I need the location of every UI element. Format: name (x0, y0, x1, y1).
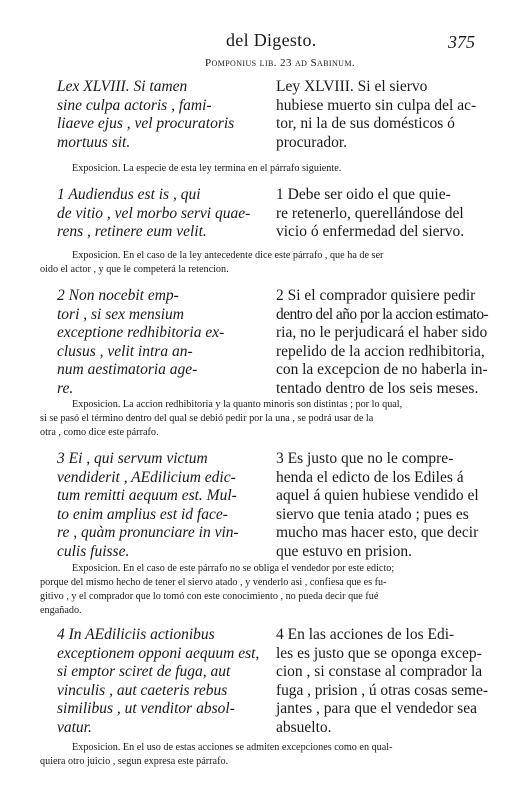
note-line: Exposicion. En el uso de estas acciones se admiten excepciones como en qual- (72, 742, 393, 753)
latin-line: 3 Ei , qui servum victum (57, 450, 208, 467)
latin-column (57, 626, 262, 737)
spanish-line: 4 En las acciones de los Edi- (276, 626, 455, 643)
latin-column (57, 186, 262, 242)
latin-line: mortuus sit. (57, 133, 131, 151)
latin-line: rens , retinere eum velit. (57, 223, 207, 240)
spanish-line: dentro del año por la accion estimato- (276, 305, 489, 323)
note-line: si se pasó el término dentro del qual se debió pedir por la una , se podrá usar de la (40, 413, 374, 424)
page-number: 375 (448, 32, 475, 52)
note-line: otra , como dice este párrafo. (40, 427, 159, 438)
spanish-line: ria, no le perjudicará el haber sido (276, 324, 488, 341)
spanish-line: procurador. (276, 133, 348, 151)
spanish-line: henda el edicto de los Ediles á (276, 468, 464, 486)
latin-line: 4 In AEdiliciis actionibus (57, 626, 215, 643)
spanish-line: que estuvo en prision. (276, 542, 413, 560)
note-line: porque del mismo hecho de tener el siervo atado , y venderlo asi , confiesa que es fu- (40, 577, 387, 588)
exposicion-note (40, 398, 496, 440)
exposicion-note (40, 741, 496, 769)
latin-line: exceptionem opponi aequum est, (57, 644, 260, 662)
note-line: quiera otro juicio , segun expresa este párrafo. (40, 756, 229, 767)
exposicion-note (40, 249, 496, 277)
spanish-line: mucho mas hacer esto, que decir (276, 524, 479, 541)
spanish-column (276, 78, 488, 152)
note-line: Exposicion. La especie de esta ley termina en el párrafo siguiente. (72, 163, 342, 174)
note-line: Exposicion. En el caso de este párrafo no se obliga el vendedor por este edicto; (72, 563, 395, 574)
note-line: Exposicion. La accion redhibitoria y la quanto minoris son distintas ; por lo qual, (72, 399, 403, 410)
exposicion-note (40, 162, 496, 176)
latin-line: vatur. (57, 718, 92, 736)
spanish-column (276, 626, 488, 737)
latin-column (57, 78, 262, 152)
spanish-line: re retenerlo, querellándose del (276, 204, 464, 222)
spanish-column (276, 287, 488, 398)
latin-line: Lex XLVIII. Si tamen (57, 78, 188, 95)
latin-line: 2 Non nocebit emp- (57, 287, 179, 304)
latin-line: de vitio , vel morbo servi quae- (57, 204, 251, 222)
spanish-line: jantes , para que el vendedor sea (276, 700, 477, 717)
latin-line: sine culpa actoris , fami- (57, 96, 212, 114)
latin-line: re. (57, 379, 74, 397)
latin-line: re , quàm pronunciare in vin- (57, 524, 239, 541)
note-line: gitivo , y el comprador que lo tomó con este conocimiento , no pueda decir que fué (40, 591, 379, 602)
latin-line: liaeve ejus , vel procuratoris (57, 115, 235, 132)
note-line: engañado. (40, 605, 82, 616)
latin-line: si emptor sciret de fuga, aut (57, 663, 231, 680)
latin-line: tum remitti aequum est. Mul- (57, 487, 237, 504)
latin-line: vendiderit , AEdilicium edic- (57, 468, 236, 486)
spanish-line: cion , si constase al comprador la (276, 663, 483, 680)
spanish-line: 3 Es justo que no le compre- (276, 450, 454, 467)
source-attribution: Pomponius lib. 23 ad Sabinum. (205, 57, 356, 69)
spanish-line: 2 Si el comprador quisiere pedir (276, 287, 476, 304)
spanish-column (276, 450, 488, 561)
spanish-line: vicio ó enfermedad del siervo. (276, 223, 465, 240)
spanish-column (276, 186, 488, 242)
note-line: oido el actor , y que le competerá la retencion. (40, 264, 229, 275)
spanish-line: fuga , prision , ú otras cosas seme- (276, 681, 488, 699)
spanish-line: hubiese muerto sin culpa del ac- (276, 96, 477, 114)
spanish-line: Ley XLVIII. Si el siervo (276, 78, 428, 95)
latin-line: exceptione redhibitoria ex- (57, 324, 225, 341)
latin-column (57, 450, 262, 561)
latin-line: tori , si sex mensium (57, 305, 185, 323)
latin-line: num aestimatoria age- (57, 361, 198, 378)
spanish-line: absuelto. (276, 718, 332, 736)
exposicion-note (40, 562, 496, 618)
spanish-line: repelido de la accion redhibitoria, (276, 342, 485, 360)
spanish-line: aquel á quien hubiese vendido el (276, 487, 479, 504)
spanish-line: les es justo que se oponga excep- (276, 644, 482, 662)
latin-line: vinculis , aut caeteris rebus (57, 681, 228, 699)
latin-line: similibus , ut venditor absol- (57, 700, 235, 717)
latin-line: culis fuisse. (57, 542, 130, 560)
latin-line: 1 Audiendus est is , qui (57, 186, 201, 203)
latin-line: clusus , velit intra an- (57, 342, 193, 360)
spanish-line: tor, ni la de sus domésticos ó (276, 115, 455, 132)
spanish-line: 1 Debe ser oido el que quie- (276, 186, 451, 203)
latin-line: to enim amplius est id face- (57, 505, 228, 523)
running-title: del Digesto. (226, 30, 317, 50)
latin-column (57, 287, 262, 398)
spanish-line: con la excepcion de no haberla in- (276, 361, 488, 378)
page-header (0, 30, 532, 56)
spanish-line: tentado dentro de los seis meses. (276, 379, 479, 397)
spanish-line: siervo que tenia atado ; pues es (276, 505, 469, 523)
note-line: Exposicion. En el caso de la ley antecedente dice este párrafo , que ha de ser (72, 250, 384, 261)
